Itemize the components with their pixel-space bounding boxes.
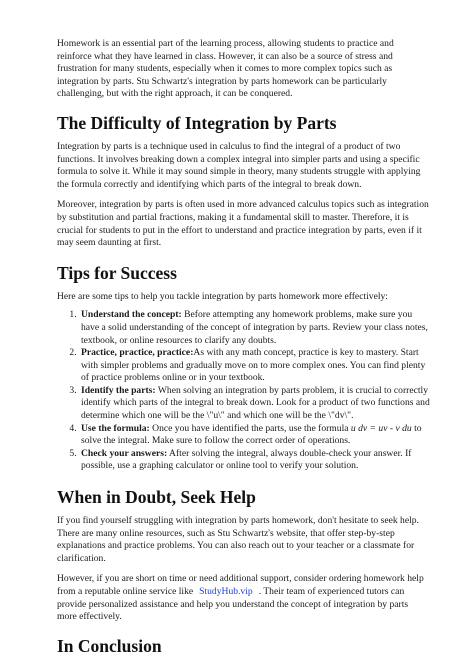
difficulty-paragraph-1: Integration by parts is a technique used in calculus to find the integral of a product of two functions. It involves breaking down a complex integral into simpler parts and using a specific formula to solve it. While it may sound simple in theory, many students struggle with applying the formula correctly and identifying which parts of the integral to break down. bbox=[57, 140, 421, 190]
heading-conclusion: In Conclusion bbox=[57, 635, 162, 656]
tip-text: to solve the integral. Make sure to follow the correct order of operations. bbox=[81, 422, 422, 447]
tip-text: When solving an integration by parts problem, it is crucial to correctly identify which parts of the integral to break down. Look for a product of two functions and determine which one will be the \"u\" and which one will be the \"dv\". bbox=[81, 384, 430, 422]
help-text-before: However, if you are short on time or need additional support, consider ordering homework help from a reputable online service like bbox=[57, 573, 424, 597]
help-text-after: . Their team of experienced tutors can provide personalized assistance and help you understand the concept of integration by parts more effectively. bbox=[57, 586, 409, 623]
tips-list bbox=[57, 309, 430, 473]
tip-text: Once you have identified the parts, use the formula bbox=[149, 422, 351, 434]
tips-intro: Here are some tips to help you tackle integration by parts homework more effectively: bbox=[57, 290, 388, 302]
tip-title: Practice, practice, practice: bbox=[81, 347, 194, 359]
heading-tips: Tips for Success bbox=[57, 262, 177, 283]
help-paragraph-2 bbox=[57, 573, 430, 623]
tip-text: Before attempting any homework problems, make sure you have a solid understanding of the concept of integration by parts. Review your class notes, textbook, or online resources to clarify any doubts. bbox=[81, 309, 428, 346]
tip-item bbox=[79, 309, 430, 347]
studyhub-link[interactable]: StudyHub.vip bbox=[199, 586, 253, 597]
tip-item bbox=[79, 385, 430, 423]
tip-title: Understand the concept: bbox=[81, 309, 182, 321]
help-paragraph-1: If you find yourself struggling with integration by parts homework, don't hesitate to seek help. There are many online resources, such as Stu Schwartz's website, that offer step-by-step explanations and practice problems. You can also reach out to your teacher or a classmate for clarification. bbox=[57, 515, 419, 564]
tip-text: As with any math concept, practice is key to mastery. Start with simpler problems and gradually move on to more complex ones. You can find plenty of practice problems online or in your textbook. bbox=[81, 347, 426, 384]
intro-paragraph: Homework is an essential part of the learning process, allowing students to practice and reinforce what they have learned in class. However, it can also be a source of stress and frustration for many students, especially when it comes to more complex topics such as integration by parts. Stu Schwartz's integration by parts homework can be particularly challenging, but with the right approach, it can be conquered. bbox=[57, 38, 394, 100]
heading-difficulty: The Difficulty of Integration by Parts bbox=[57, 112, 337, 133]
tip-text: After solving the integral, always double-check your answer. If possible, use a graphing calculator or online tool to verify your solution. bbox=[81, 447, 412, 472]
tip-title: Check your answers: bbox=[81, 447, 168, 459]
difficulty-paragraph-2: Moreover, integration by parts is often used in more advanced calculus topics such as integration by substitution and partial fractions, making it a fundamental skill to master. Therefore, it is crucial for students to put in the effort to understand and practice integration by parts, even if it may seem daunting at first. bbox=[57, 199, 429, 249]
tip-item bbox=[79, 448, 430, 473]
tip-title: Use the formula: bbox=[81, 422, 150, 434]
tip-item bbox=[79, 423, 430, 448]
tip-title: Identify the parts: bbox=[81, 384, 156, 396]
tip-item bbox=[79, 347, 430, 385]
formula: u dv = uv - v du bbox=[350, 422, 412, 434]
heading-seek-help: When in Doubt, Seek Help bbox=[57, 487, 256, 508]
